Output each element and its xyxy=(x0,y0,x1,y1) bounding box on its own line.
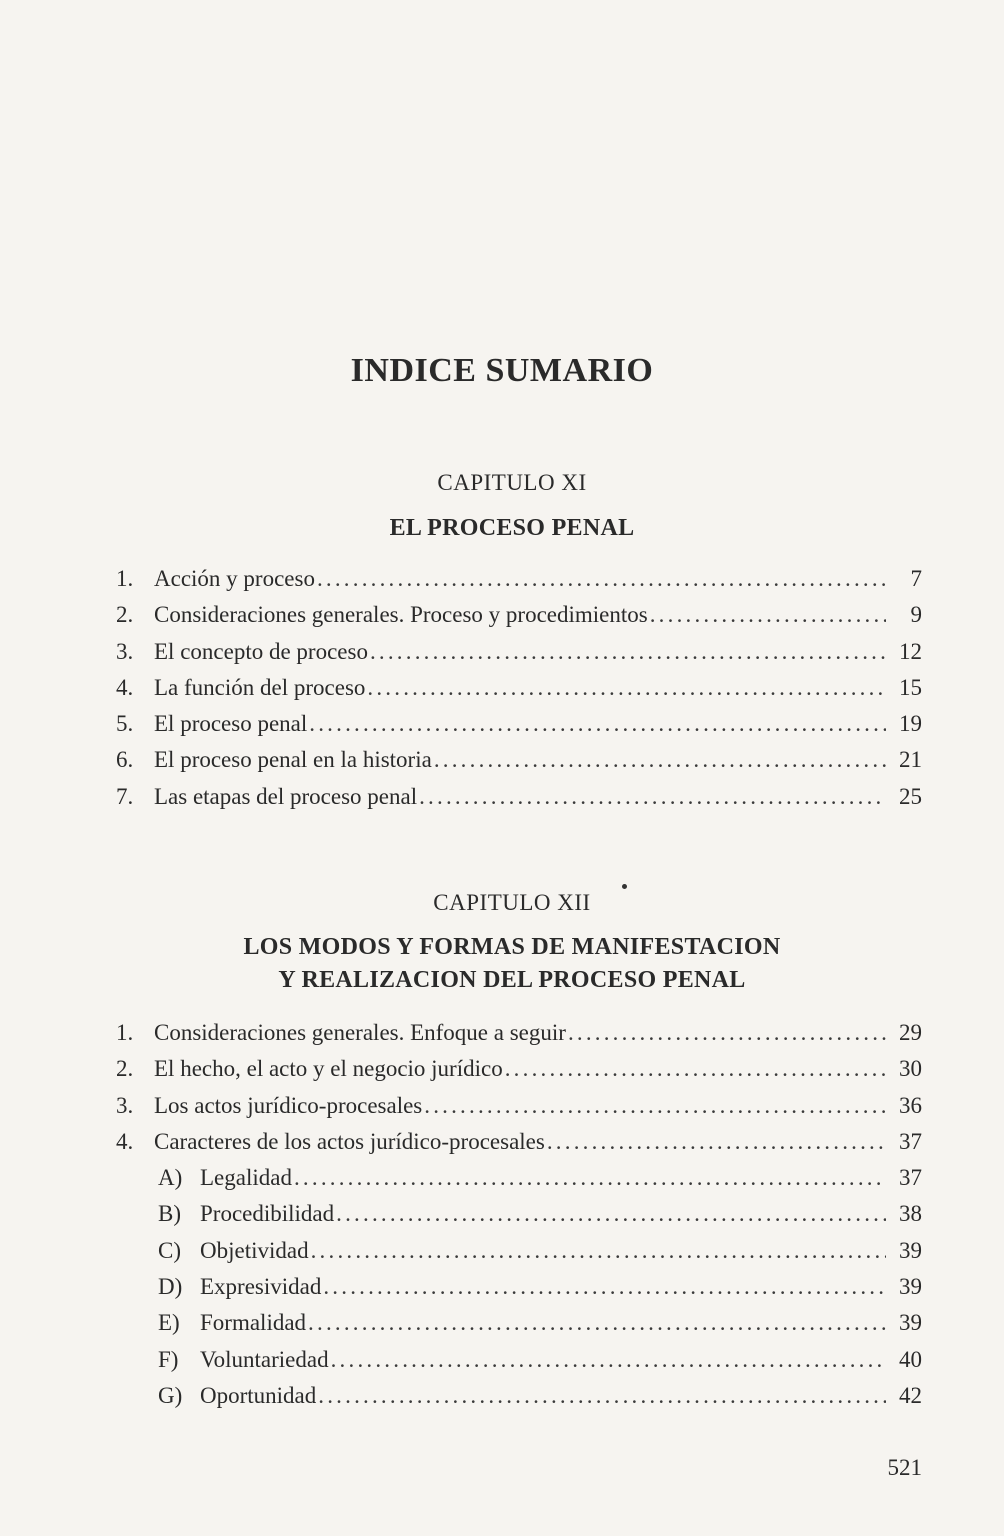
toc-entry-number: 4. xyxy=(116,674,134,700)
toc-entry-page: 37 xyxy=(899,1128,922,1154)
toc-entry-number: 2. xyxy=(116,1056,134,1082)
toc-entry xyxy=(116,1129,922,1165)
toc-entry xyxy=(116,602,922,638)
toc-entry xyxy=(116,1093,922,1129)
toc-subentry-letter: C) xyxy=(158,1237,181,1263)
toc-entry xyxy=(116,711,922,747)
toc-subentry xyxy=(116,1347,922,1383)
toc-entry-text: Acción y proceso xyxy=(154,566,315,591)
dot-leader xyxy=(336,1201,886,1227)
toc-entry-page: 21 xyxy=(899,747,922,773)
dot-leader xyxy=(294,1165,886,1191)
dot-leader xyxy=(650,602,886,628)
toc-subentry-page: 42 xyxy=(899,1382,922,1408)
toc-entry-text: El concepto de proceso xyxy=(154,638,368,664)
toc-entry-number: 3. xyxy=(116,638,134,664)
toc-subentry-text: Procedibilidad xyxy=(200,1201,335,1227)
dot-leader xyxy=(547,1129,886,1155)
print-speck xyxy=(622,884,627,889)
toc-entry-text: Las etapas del proceso penal xyxy=(154,783,418,809)
toc-entry-text: Consideraciones generales. Proceso y procedimientos xyxy=(154,602,648,628)
dot-leader xyxy=(434,747,886,773)
toc-entry-number: 4. xyxy=(116,1128,134,1154)
dot-leader xyxy=(311,1238,886,1264)
dot-leader xyxy=(323,1274,886,1300)
toc-subentry-page: 38 xyxy=(899,1201,922,1227)
toc-subentry-page: 37 xyxy=(899,1165,922,1191)
toc-entry-number: 6. xyxy=(116,747,134,773)
toc-subentry-text: Legalidad xyxy=(200,1165,292,1191)
toc-entry xyxy=(116,675,922,711)
toc-subentry xyxy=(116,1383,922,1419)
chapter-12-title xyxy=(0,931,1004,997)
toc-entry-page: 15 xyxy=(899,674,922,700)
toc-entry-text: La función del proceso xyxy=(154,674,366,700)
toc-entry xyxy=(116,747,922,783)
toc-entry-number: 7. xyxy=(116,783,134,809)
toc-entry-text: El proceso penal en la historia xyxy=(154,747,432,773)
toc-subentry-letter: E) xyxy=(158,1310,180,1336)
toc-subentry-text: Objetividad xyxy=(200,1237,309,1263)
toc-entry-number: 2. xyxy=(116,602,134,628)
toc-entry-page: 19 xyxy=(899,711,922,737)
toc-entry-number: 5. xyxy=(116,711,134,737)
toc-entry-page: 25 xyxy=(899,783,922,809)
toc-entry-text: El hecho, el acto y el negocio jurídico xyxy=(154,1056,503,1082)
toc-entry-number: 3. xyxy=(116,1092,134,1118)
toc-entry-page: 36 xyxy=(899,1092,922,1118)
toc-subentry-page: 39 xyxy=(899,1237,922,1263)
toc-subentry-text: Formalidad xyxy=(200,1310,307,1336)
toc-subentry xyxy=(116,1238,922,1274)
chapter-11-title xyxy=(0,512,1004,545)
toc-entry-number: 1. xyxy=(116,566,134,591)
dot-leader xyxy=(419,784,886,810)
toc-entry xyxy=(116,784,922,820)
toc-entry-text: Consideraciones generales. Enfoque a seguir xyxy=(154,1020,566,1045)
toc-subentry-letter: F) xyxy=(158,1346,179,1372)
chapter-12-toc xyxy=(116,1020,922,1419)
chapter-11-heading: CAPITULO XI xyxy=(437,470,587,495)
toc-subentry-text: Voluntariedad xyxy=(200,1346,329,1372)
toc-subentry-letter: A) xyxy=(158,1165,183,1191)
toc-entry xyxy=(116,1020,922,1056)
toc-subentry xyxy=(116,1165,922,1201)
toc-entry-text: Los actos jurídico-procesales xyxy=(154,1092,423,1118)
toc-entry-page: 29 xyxy=(899,1020,922,1045)
toc-subentry-text: Expresividad xyxy=(200,1274,322,1300)
dot-leader xyxy=(309,711,886,737)
toc-entry-text: El proceso penal xyxy=(154,711,308,737)
page-number: 521 xyxy=(887,1455,922,1480)
dot-leader xyxy=(568,1020,886,1046)
toc-subentry xyxy=(116,1310,922,1346)
toc-entry xyxy=(116,639,922,675)
dot-leader xyxy=(370,639,886,665)
dot-leader xyxy=(424,1093,886,1119)
toc-entry-text: Caracteres de los actos jurídico-procesales xyxy=(154,1128,545,1154)
toc-subentry xyxy=(116,1274,922,1310)
toc-entry-page: 7 xyxy=(910,566,922,591)
chapter-12-title-line: Y REALIZACION DEL PROCESO PENAL xyxy=(278,967,746,993)
chapter-11-toc xyxy=(116,566,922,820)
chapter-11-title-line: EL PROCESO PENAL xyxy=(389,515,635,541)
toc-subentry-letter: B) xyxy=(158,1201,181,1227)
dot-leader xyxy=(317,566,886,592)
toc-entry-page: 30 xyxy=(899,1056,922,1082)
toc-subentry-letter: G) xyxy=(158,1382,183,1408)
toc-subentry-letter: D) xyxy=(158,1274,183,1300)
chapter-12-title-line: LOS MODOS Y FORMAS DE MANIFESTACION xyxy=(243,934,781,960)
toc-entry xyxy=(116,566,922,602)
toc-entry-page: 9 xyxy=(910,602,922,628)
toc-entry-page: 12 xyxy=(899,638,922,664)
toc-entry-number: 1. xyxy=(116,1020,134,1045)
toc-entry xyxy=(116,1056,922,1092)
toc-subentry-text: Oportunidad xyxy=(200,1382,317,1408)
dot-leader xyxy=(367,675,886,701)
dot-leader xyxy=(318,1383,886,1409)
toc-subentry-page: 39 xyxy=(899,1310,922,1336)
chapter-12-heading: CAPITULO XII xyxy=(433,890,591,915)
dot-leader xyxy=(331,1347,886,1373)
dot-leader xyxy=(308,1310,886,1336)
toc-subentry-page: 40 xyxy=(899,1346,922,1372)
dot-leader xyxy=(505,1056,886,1082)
page-title: INDICE SUMARIO xyxy=(350,352,654,389)
toc-subentry-page: 39 xyxy=(899,1274,922,1300)
toc-subentry xyxy=(116,1201,922,1237)
